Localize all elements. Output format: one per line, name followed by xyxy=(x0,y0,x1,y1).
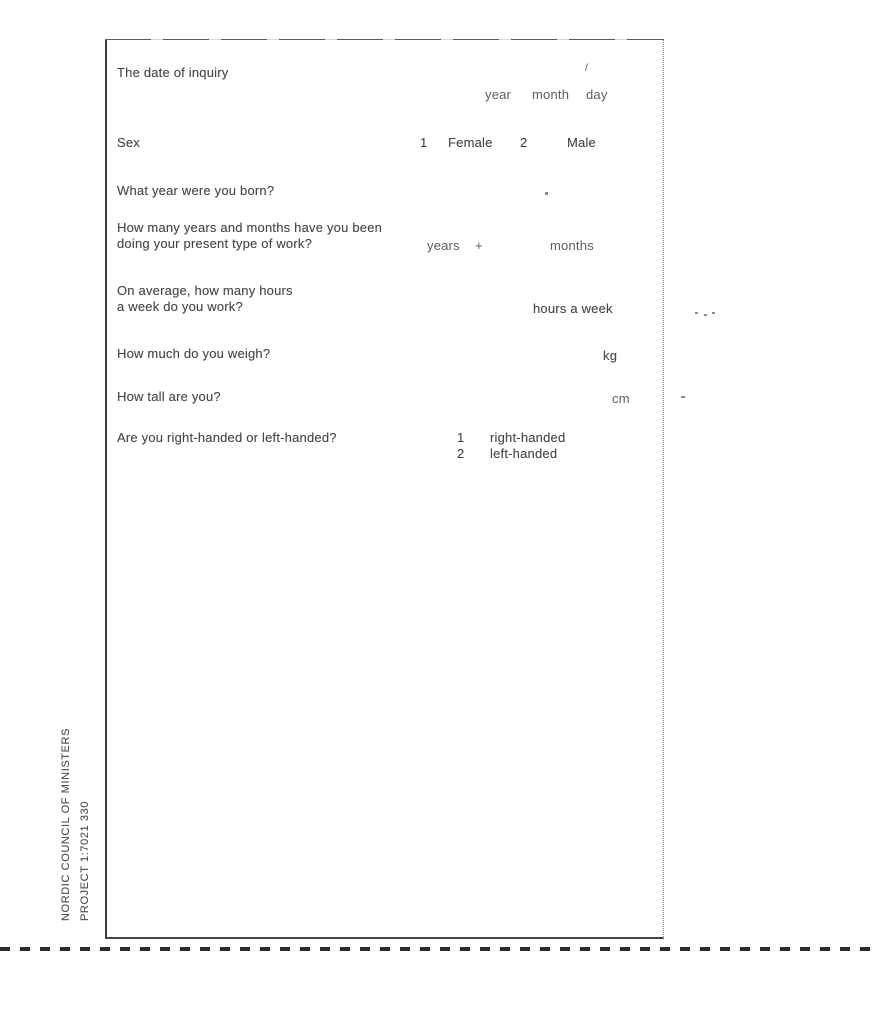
question-date-of-inquiry: The date of inquiry xyxy=(117,65,229,80)
scan-speck xyxy=(545,192,548,195)
question-handedness: Are you right-handed or left-handed? xyxy=(117,430,337,445)
scan-speck xyxy=(704,314,707,316)
sex-option-2-code: 2 xyxy=(520,135,528,150)
sex-option-2-label: Male xyxy=(567,135,596,150)
question-weekly-hours-line2: a week do you work? xyxy=(117,299,243,314)
project-stamp xyxy=(57,728,95,921)
question-height: How tall are you? xyxy=(117,389,221,404)
scan-speck xyxy=(681,396,685,398)
date-label-year: year xyxy=(485,87,512,102)
work-duration-plus-sign: + xyxy=(475,238,483,253)
sex-option-1-code: 1 xyxy=(420,135,428,150)
question-weekly-hours-line1: On average, how many hours xyxy=(117,283,293,298)
date-separator-mark: / xyxy=(585,63,588,74)
question-work-duration-line2: doing your present type of work? xyxy=(117,236,313,251)
question-birth-year: What year were you born? xyxy=(117,183,275,198)
weight-unit: kg xyxy=(603,348,618,363)
question-weight: How much do you weigh? xyxy=(117,346,271,361)
handedness-option-1-code: 1 xyxy=(457,430,465,445)
work-duration-unit-years: years xyxy=(427,238,460,253)
handedness-option-2-code: 2 xyxy=(457,446,465,461)
work-duration-unit-months: months xyxy=(550,238,594,253)
handedness-option-2-label: left-handed xyxy=(490,446,558,461)
date-label-day: day xyxy=(586,87,608,102)
height-unit: cm xyxy=(612,391,630,406)
weekly-hours-unit: hours a week xyxy=(533,301,613,316)
date-label-month: month xyxy=(532,87,570,102)
scan-speck xyxy=(712,312,715,314)
stamp-project-number: PROJECT 1:7021 330 xyxy=(79,800,91,921)
stamp-organization: NORDIC COUNCIL OF MINISTERS xyxy=(60,727,72,921)
sex-option-1-label: Female xyxy=(448,135,493,150)
dashed-cut-line xyxy=(0,947,873,951)
scan-speck xyxy=(695,312,698,314)
question-work-duration-line1: How many years and months have you been xyxy=(117,220,383,235)
questionnaire-form-box xyxy=(105,40,664,939)
handedness-option-1-label: right-handed xyxy=(490,430,566,445)
question-sex: Sex xyxy=(117,135,141,150)
